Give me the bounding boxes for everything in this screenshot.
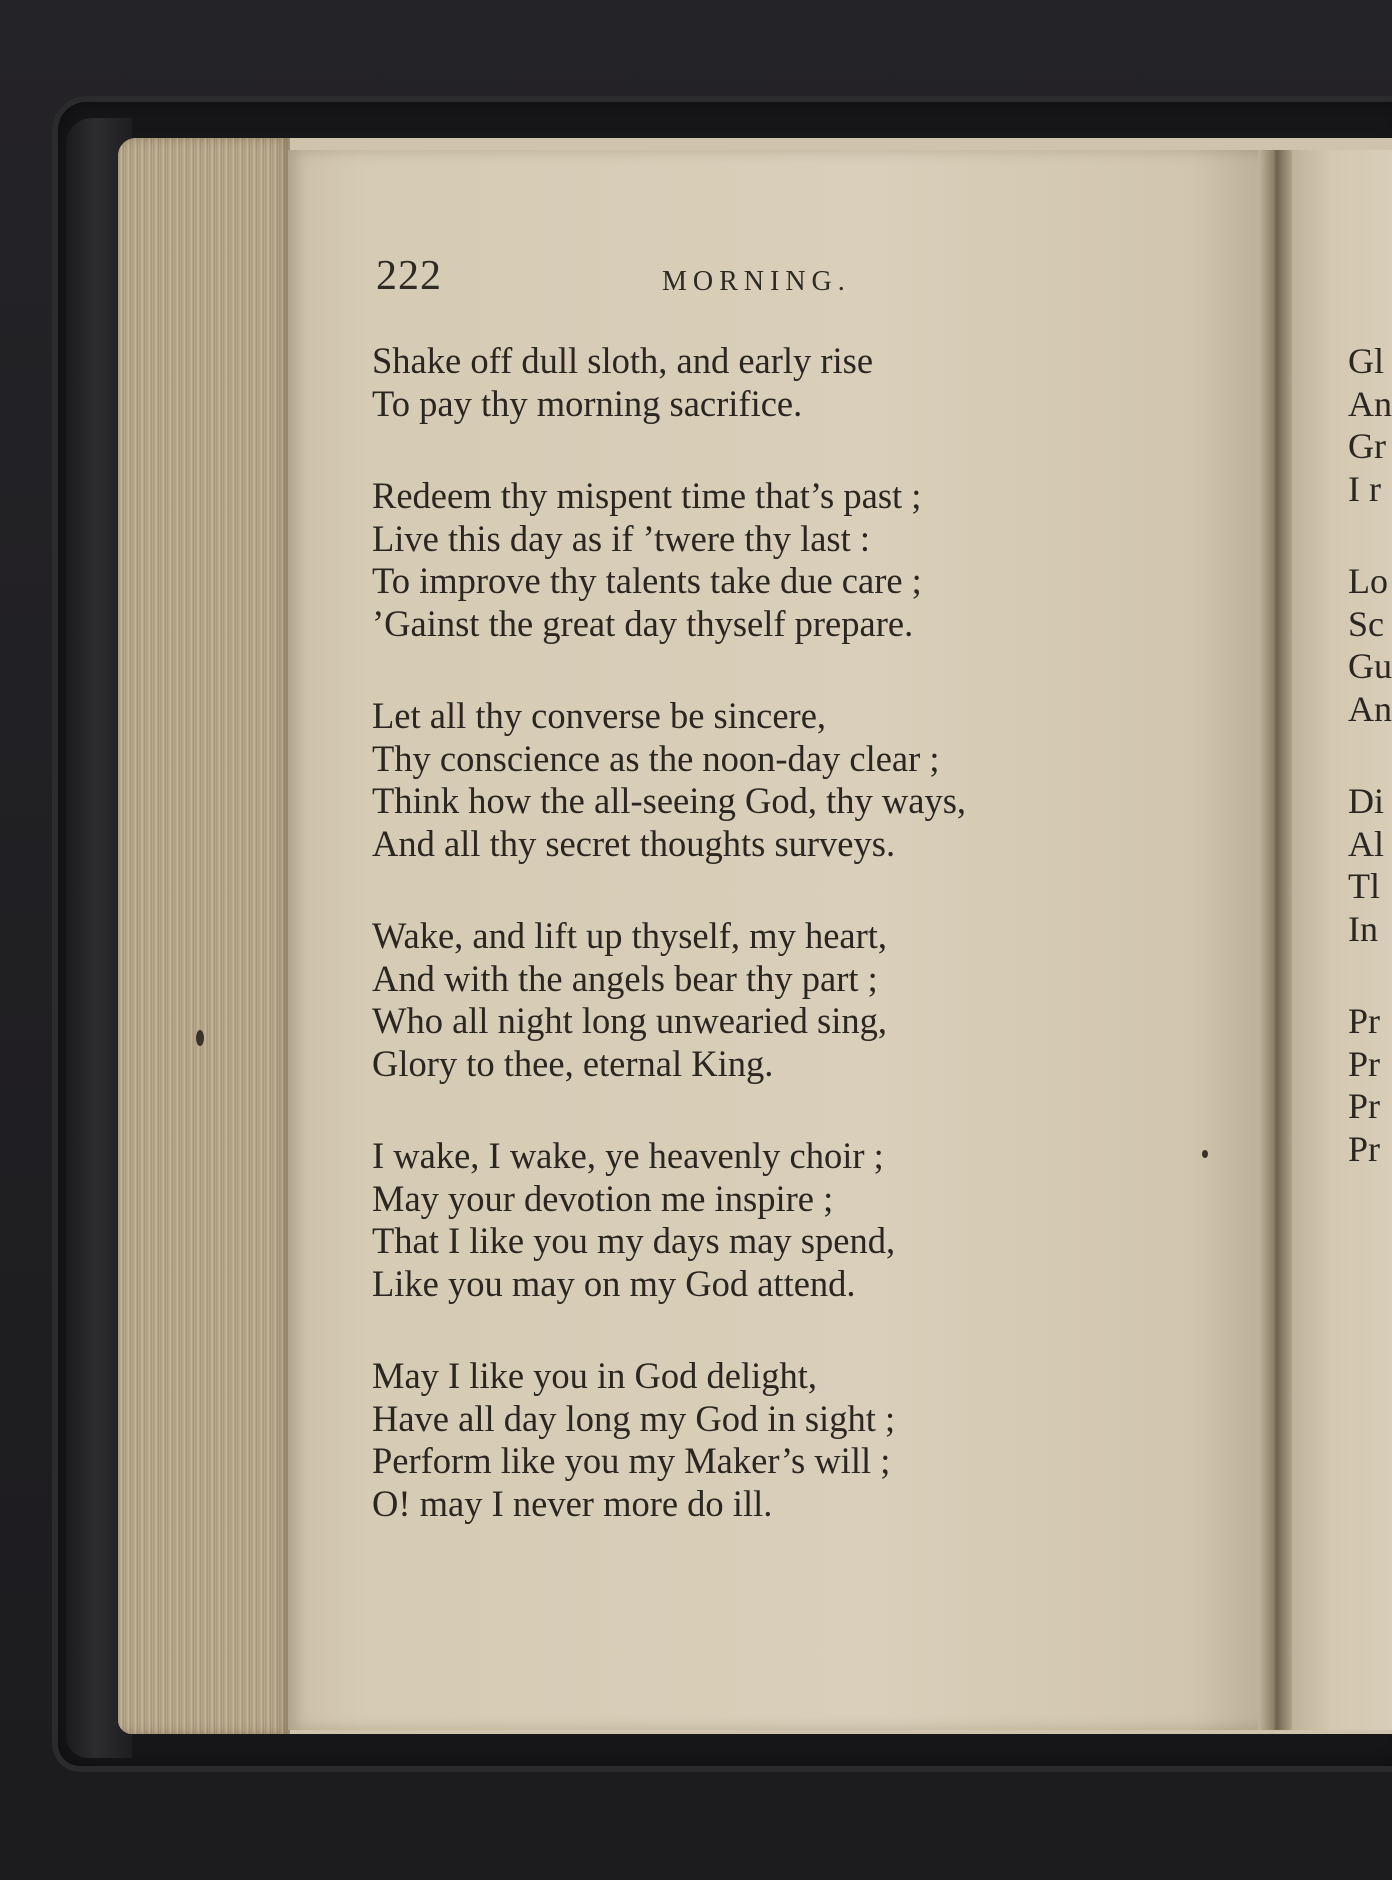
poem-line: May I like you in God delight, (372, 1355, 818, 1396)
poem-line: Thy conscience as the noon-day clear ; (372, 737, 940, 779)
poem-line: Live this day as if ’twere thy last : (372, 517, 871, 559)
stanza (372, 915, 1132, 1085)
facing-line: Pr (1348, 1128, 1381, 1169)
poem-line: I wake, I wake, ye heavenly choir ; (372, 1135, 884, 1176)
poem-line: Who all night long unwearied sing, (372, 1000, 887, 1041)
facing-line: An (1348, 383, 1392, 424)
stanza (372, 1355, 1132, 1525)
poem-line: To pay thy morning sacrifice. (372, 382, 803, 424)
facing-line: Pr (1348, 1086, 1381, 1126)
paper-speck (1202, 1150, 1208, 1158)
poem-line: And all thy secret thoughts surveys. (372, 822, 896, 864)
book-gutter (1258, 150, 1292, 1730)
facing-line: Di (1348, 781, 1384, 821)
poem-line: To improve thy talents take due care ; (372, 560, 922, 601)
facing-line: Gr (1348, 426, 1386, 466)
facing-line: Lo (1348, 561, 1388, 601)
stanza (372, 475, 1132, 645)
poem-line: Perform like you my Maker’s will ; (372, 1440, 891, 1481)
facing-stanza (1348, 1000, 1392, 1170)
facing-line: Gu (1348, 646, 1392, 686)
poem-line: And with the angels bear thy part ; (372, 957, 878, 999)
poem-line: Shake off dull sloth, and early rise (372, 340, 874, 381)
facing-stanza (1348, 560, 1392, 730)
facing-line: Al (1348, 823, 1384, 864)
facing-line: I r (1348, 468, 1381, 509)
page-header (376, 252, 936, 302)
poem-line: Like you may on my God attend. (372, 1262, 856, 1304)
stanza (372, 1135, 1132, 1305)
stanza (372, 695, 1132, 865)
page-fore-edge (118, 138, 290, 1734)
running-head: MORNING. (662, 266, 851, 297)
poem-line: Have all day long my God in sight ; (372, 1397, 896, 1439)
facing-line: Pr (1348, 1043, 1381, 1084)
poem-line: Wake, and lift up thyself, my heart, (372, 915, 888, 956)
poem-line: Think how the all-seeing God, thy ways, (372, 780, 967, 821)
poem-text (372, 340, 1132, 1575)
page-number: 222 (376, 253, 442, 299)
poem-line: That I like you my days may spend, (372, 1220, 896, 1261)
facing-line: Sc (1348, 603, 1384, 644)
facing-line: In (1348, 908, 1378, 949)
poem-line: Glory to thee, eternal King. (372, 1042, 774, 1084)
facing-line: Gl (1348, 341, 1384, 381)
facing-line: Tl (1348, 866, 1380, 906)
facing-line: Pr (1348, 1001, 1381, 1041)
facing-stanza (1348, 780, 1392, 950)
facing-stanza (1348, 340, 1392, 510)
poem-line: O! may I never more do ill. (372, 1482, 773, 1524)
paper-speck (196, 1030, 204, 1046)
poem-line: May your devotion me inspire ; (372, 1177, 834, 1219)
facing-page-text (1348, 340, 1392, 1220)
stanza (372, 340, 1132, 425)
facing-line: An (1348, 688, 1392, 729)
poem-line: ’Gainst the great day thyself prepare. (372, 602, 914, 644)
poem-line: Let all thy converse be sincere, (372, 695, 827, 736)
poem-line: Redeem thy mispent time that’s past ; (372, 475, 922, 516)
